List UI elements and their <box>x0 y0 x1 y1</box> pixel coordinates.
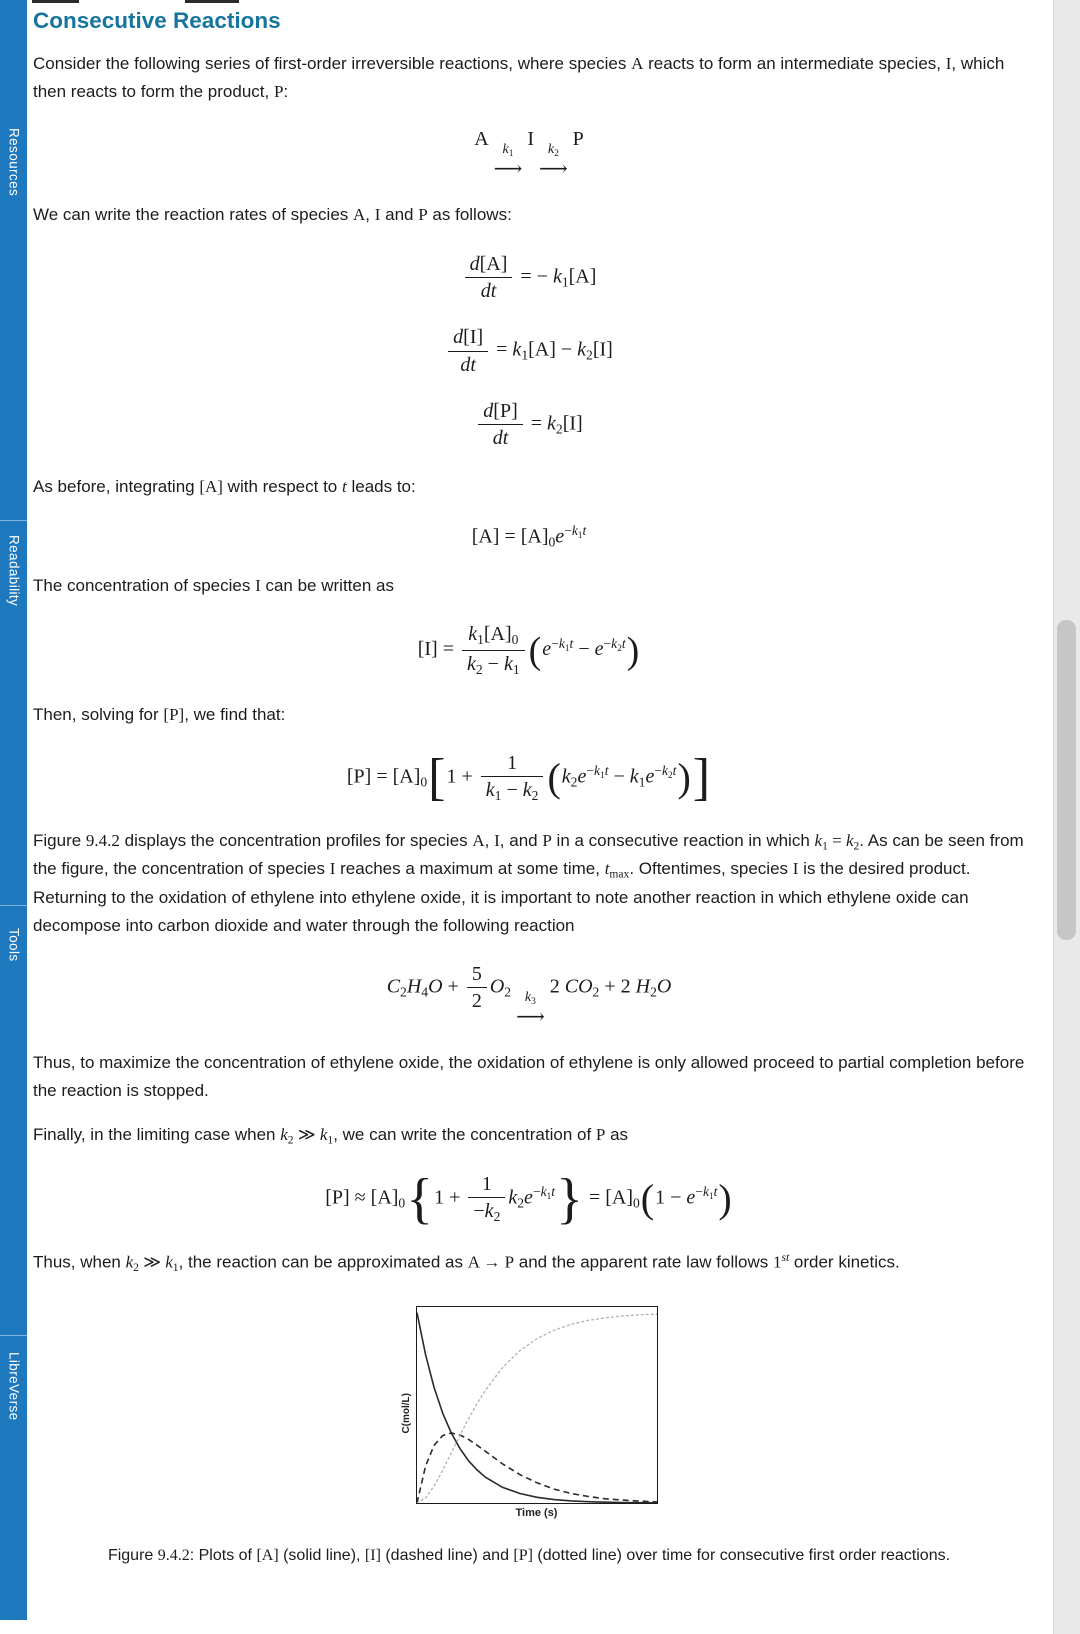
paragraph-rates: We can write the reaction rates of species A, I and P as follows: <box>33 205 512 225</box>
equation-p-limit: $[P] \approx [A]_0\{1$ + $\frac{1}{-k_2}$ $k_2e^{-k_1t}\} = [A]_0(1 - e^{-k_1t})$ <box>325 1167 732 1230</box>
paragraph-concentration-i: The concentration of species I can be written as <box>33 576 394 596</box>
sidebar-tab-tools[interactable] <box>0 905 27 1335</box>
equation-rate-a: $\frac{d[A]}{dt}$ = − $k_1[A]$ <box>33 252 1025 304</box>
equation-ethylene-oxidation: $C_2H_4O$ + $\frac{5}{2}$ $O_2$ $k_3$ ⟶ 2 $CO_2 + 2$ $H_2O$ <box>386 963 672 1028</box>
paragraph-solve-p: Then, solving for [P], we find that: <box>33 704 286 724</box>
paragraph-integrate: As before, integrating [A] with respect to t leads to: <box>33 476 416 496</box>
figure-caption: Figure 9.4.2: Plots of [A] (solid line), [I] (dashed line) and [P] (dotted line) over time for consecutive first order reactions. <box>107 1547 951 1565</box>
scrollbar-thumb[interactable] <box>1057 620 1076 940</box>
sidebar-tab-label: Readability <box>6 535 22 607</box>
paragraph-apparent-rate: Thus, when $k_2$ ≫ $k_1$, the reaction can be approximated as A → P and the apparent rate law follows 1st order kinetics. <box>33 1250 900 1274</box>
equation-a-integrated: $[A] = [A]_0e^{-k_1t}$ <box>471 522 587 550</box>
paragraph-limiting-case: Finally, in the limiting case when $k_2$ ≫ $k_1$, we can write the concentration of P as <box>33 1124 629 1147</box>
concentration-plot <box>416 1306 658 1504</box>
equation-rate-p: $\frac{d[P]}{dt}$ = $k_2[I]$ <box>33 399 1025 451</box>
sidebar-tab-resources[interactable] <box>0 0 27 520</box>
equation-rate-i: $\frac{d[I]}{dt}$ = $k_1[A] - k_2[I]$ <box>33 325 1025 377</box>
paragraph-maximize: Thus, to maximize the concentration of ethylene oxide, the oxidation of ethylene is only allowed proceed to partial completion before the reaction is stopped. <box>33 1052 1025 1100</box>
sidebar-tab-readability[interactable] <box>0 520 27 905</box>
sidebar-tab-label: Tools <box>6 928 22 962</box>
document-content <box>33 0 1025 1568</box>
y-axis-label: C(mol/L) <box>400 1392 412 1434</box>
paragraph-figure-discussion: Figure 9.4.2 displays the concentration profiles for species A, I, and P in a consecutive reaction in which $k_1 = k_2$. As can be seen from the figure, the concentration of species I reaches a maximum at some time, $t_{max}$. Oftentimes, species I is the desired product. Returning to the oxidation of ethylene into ethylene oxide, it is important to note another reaction in which ethylene oxide can decompose into carbon dioxide and water through the following reaction <box>33 830 1024 935</box>
sidebar <box>0 0 27 1620</box>
x-axis-label: Time (s) <box>515 1507 558 1520</box>
equation-p: $[P] = [A]_0[1$ + $\frac{1}{k_1 - k_2}$ $(k_2e^{-k_1t} - k_1e^{-k_2t})$] <box>346 748 711 806</box>
equation-i: [I] = $\frac{k_1[A]_0}{k_2 - k_1}$ $(e^{-k_1t} - e^{-k_2t})$ <box>417 623 640 678</box>
sidebar-tab-libreverse[interactable] <box>0 1335 27 1620</box>
sidebar-tab-label: Resources <box>6 128 22 197</box>
page-title: Consecutive Reactions <box>33 8 281 33</box>
scrollbar-track[interactable] <box>1053 0 1080 1634</box>
equation-reaction-scheme: A $k_1$ ⟶ I $k_2$ ⟶ P <box>474 128 584 181</box>
paragraph-intro: Consider the following series of first-order irreversible reactions, where species A reacts to form an intermediate species, I, which then reacts to form the product, P: <box>33 54 1005 102</box>
figure-9-4-2 <box>33 1306 1025 1519</box>
sidebar-tab-label: LibreVerse <box>6 1352 22 1421</box>
